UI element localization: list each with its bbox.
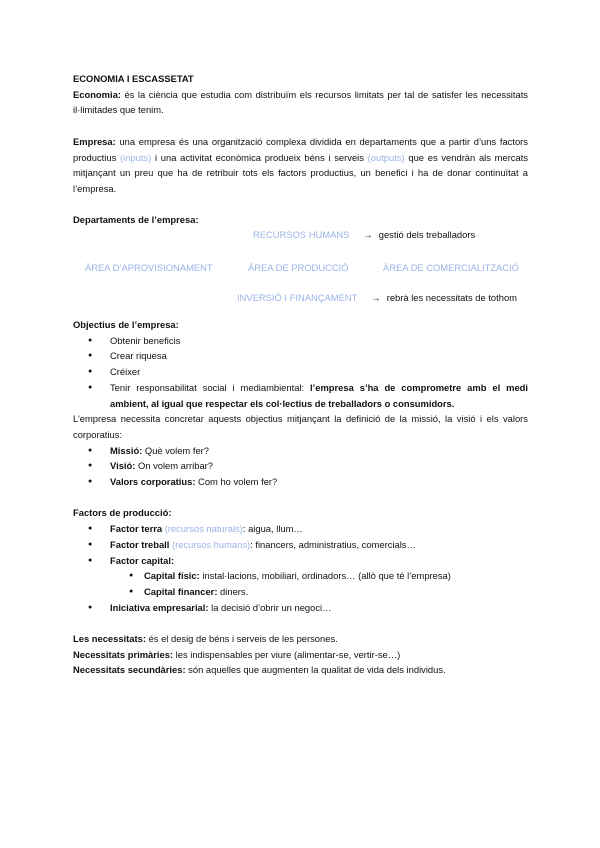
list-item xyxy=(73,458,528,474)
dept-inv-desc: rebrà les necessitats de tothom xyxy=(386,292,517,303)
objectius-list xyxy=(73,333,528,412)
factor-treball-term: Factor treball xyxy=(110,538,170,550)
list-item xyxy=(73,380,528,411)
dept-rh-row xyxy=(73,228,528,248)
list-item xyxy=(73,568,528,584)
missio-term: Missió: xyxy=(110,444,143,456)
list-item xyxy=(73,474,528,490)
list-item xyxy=(73,521,528,537)
departaments-heading: Departaments de l’empresa: xyxy=(73,214,199,226)
factors-heading: Factors de producció: xyxy=(73,507,172,519)
dept-rh-label: RECURSOS HUMANS xyxy=(253,229,350,240)
list-item: ● Créixer xyxy=(73,364,528,380)
page-title: ECONOMIA I ESCASSETAT xyxy=(73,73,194,84)
iniciativa-text: la decisió d’obrir un negoci… xyxy=(208,601,332,613)
arrow-icon: → xyxy=(371,292,381,303)
factor-treball-note: (recursos humans) xyxy=(172,538,251,550)
iniciativa-term: Iniciativa empresarial: xyxy=(110,601,209,613)
necessitats-primaries-def xyxy=(73,647,528,663)
valors-list xyxy=(73,443,528,490)
visio-term: Visió: xyxy=(110,460,136,472)
missio-text: Què volem fer? xyxy=(142,444,209,456)
necessitats-secundaries-def xyxy=(73,662,528,678)
capital-fisic-text: instal·lacions, mobiliari, ordinadors… (allò que té l’empresa) xyxy=(199,570,451,582)
factor-terra-term: Factor terra xyxy=(110,523,163,535)
list-item: ● Obtenir beneficis xyxy=(73,333,528,349)
necessitats-text: és el desig de béns i serveis de les persones. xyxy=(145,633,338,645)
dept-produccio: ÀREA DE PRODUCCIÓ xyxy=(248,262,349,273)
necessitats-def xyxy=(73,631,528,647)
primaries-text: les indispensables per viure (alimentar-se, vertir-se…) xyxy=(173,648,401,660)
list-item xyxy=(73,443,528,459)
inputs-note: (inputs) xyxy=(119,151,152,163)
outputs-note: (outputs) xyxy=(367,151,405,163)
capital-financer-text: diners. xyxy=(217,585,249,597)
empresa-definition xyxy=(73,134,528,197)
valors-term: Valors corporatius: xyxy=(110,476,196,488)
dept-comercialitzacio: ÀREA DE COMERCIALITZACIÓ xyxy=(383,262,519,273)
dept-rh-desc: gestió dels treballadors xyxy=(378,229,476,240)
capital-fisic-term: Capital físic: xyxy=(144,570,200,582)
dept-inv-label: INVERSIÓ I FINANÇAMENT xyxy=(237,292,358,303)
empresa-term: Empresa: xyxy=(73,135,116,147)
list-item: ● Crear riquesa xyxy=(73,348,528,364)
dept-inv-row xyxy=(73,282,528,312)
valors-text: Com ho volem fer? xyxy=(195,476,278,488)
factor-terra-text: : aigua, llum… xyxy=(242,523,303,535)
necessitats-term: Les necessitats: xyxy=(73,633,146,645)
economia-definition xyxy=(73,87,528,118)
dept-areas-row xyxy=(73,248,528,282)
arrow-icon: → xyxy=(363,229,373,240)
list-item xyxy=(73,584,528,600)
list-item xyxy=(73,553,528,569)
economia-term: Economia: xyxy=(73,88,121,100)
factors-list xyxy=(73,521,528,615)
empresa-text-3: que es vendràn als mercats mitjançant un preu que ha de retribuir tots els factors productius, un benefici i ha de donar continuïtat a l’empresa. xyxy=(73,151,529,194)
secundaries-term: Necessitats secundàries: xyxy=(73,664,186,676)
objectiu-4-a: Tenir responsabilitat social i mediambiental: xyxy=(110,381,311,393)
visio-text: On volem arribar? xyxy=(135,460,213,472)
dept-aprovisionament: ÀREA D’APROVISIONAMENT xyxy=(85,262,213,273)
economia-text: és la ciència que estudia com distribuïm els recursos limitats per tal de satisfer les necessitats il·limitades que tenim. xyxy=(73,88,528,116)
list-item xyxy=(73,600,528,616)
factor-terra-note: (recursos naturals) xyxy=(164,523,243,535)
document-content xyxy=(73,71,528,678)
objectius-heading: Objectius de l’empresa: xyxy=(73,319,179,330)
empresa-text-1: una empresa és una organització complexa dividida en departaments que a partir d’uns factors productius xyxy=(73,135,528,163)
empresa-text-2: i una activitat econòmica produeix béns i serveis xyxy=(151,151,368,163)
factor-treball-text: : financers, administratius, comercials… xyxy=(250,538,416,550)
factor-capital-term: Factor capital: xyxy=(110,554,175,566)
list-item xyxy=(73,537,528,553)
primaries-term: Necessitats primàries: xyxy=(73,648,174,660)
secundaries-text: són aquelles que augmenten la qualitat de vida dels individus. xyxy=(185,664,446,676)
objectiu-4-b: l’empresa s’ha de comprometre amb el medi ambient, al igual que respectar els col·lectius de treballadors o consumidors. xyxy=(110,381,528,409)
objectius-paragraph: L’empresa necessita concretar aquests objectius mitjançant la definició de la missió, la visió i els valors corporatius: xyxy=(73,413,528,440)
capital-financer-term: Capital financer: xyxy=(144,585,218,597)
